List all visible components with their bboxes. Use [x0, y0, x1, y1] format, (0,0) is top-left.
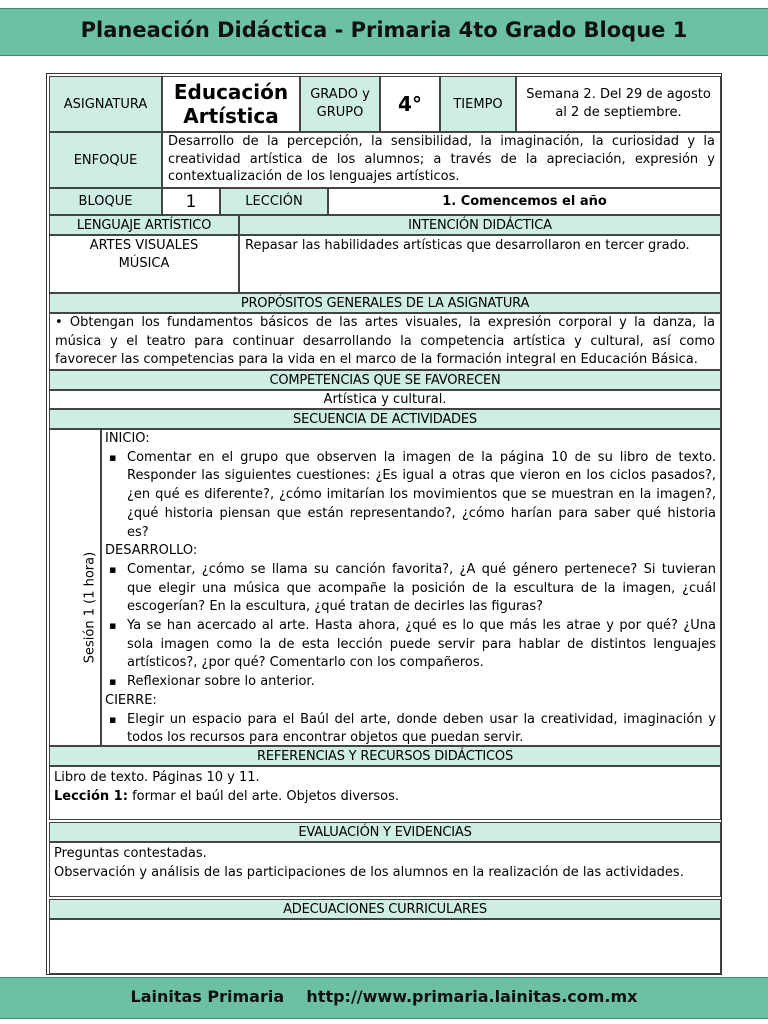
- enfoque-label: ENFOQUE: [49, 132, 162, 188]
- session-cell: [49, 429, 101, 746]
- competencias-header: COMPETENCIAS QUE SE FAVORECEN: [49, 370, 721, 390]
- evaluacion-line: Preguntas contestadas.: [54, 846, 207, 861]
- footer-text: Lainitas Primaria http://www.primaria.lainitas.com.mx: [130, 987, 638, 1006]
- lesson-plan-table: [46, 73, 722, 975]
- lenguaje-header: LENGUAJE ARTÍSTICO: [49, 215, 239, 235]
- cierre-label: CIERRE:: [105, 692, 157, 708]
- secuencia-header: SECUENCIA DE ACTIVIDADES: [49, 409, 721, 429]
- evaluacion-line: Observación y análisis de las participaciones de los alumnos en la realización de las actividades.: [54, 865, 684, 880]
- referencias-line-bold: Lección 1:: [54, 789, 128, 804]
- list-item: ▪ Reflexionar sobre lo anterior.: [105, 673, 716, 692]
- desarrollo-label: DESARROLLO:: [105, 543, 198, 559]
- footer-banner: [0, 977, 768, 1019]
- tiempo-label: TIEMPO: [440, 76, 516, 132]
- inicio-label: INICIO:: [105, 431, 150, 446]
- bloque-label: BLOQUE: [49, 188, 162, 215]
- lenguaje-list: [49, 235, 239, 293]
- bloque-value: 1: [162, 188, 220, 215]
- page-title: Planeación Didáctica - Primaria 4to Grado Bloque 1: [80, 18, 688, 42]
- grado-label: GRADO y GRUPO: [300, 76, 380, 132]
- lenguaje-item: ARTES VISUALES: [89, 238, 199, 253]
- cierre-list: [105, 711, 716, 748]
- activities: [101, 429, 721, 746]
- referencias-line: [54, 787, 716, 806]
- inicio-list: [105, 449, 716, 543]
- intencion-value: Repasar las habilidades artísticas que desarrollaron en tercer grado.: [239, 235, 721, 293]
- list-item: ▪ Elegir un espacio para el Baúl del arte, donde deben usar la creatividad, imaginación y todos los recursos para encontrar objetos que puedan servir.: [105, 711, 716, 748]
- referencias-line-rest: formar el baúl del arte. Objetos diversos.: [127, 789, 400, 804]
- title-banner: [0, 8, 768, 56]
- propositos-header: PROPÓSITOS GENERALES DE LA ASIGNATURA: [49, 293, 721, 313]
- adecuaciones-content: [49, 919, 721, 974]
- evaluacion-header: EVALUACIÓN Y EVIDENCIAS: [49, 822, 721, 842]
- leccion-value: 1. Comencemos el año: [328, 188, 721, 215]
- list-item: ▪ Comentar en el grupo que observen la imagen de la página 10 de su libro de texto. Responder las siguientes cuestiones: ¿Es igual a otras que vieron en los ciclos pasados?, ¿en qué es diferente?, ¿cómo imitarían los movimientos que se muestran en la imagen?, ¿qué historia piensan que están representando?, ¿cómo harían para saber qué historia es?: [105, 449, 716, 543]
- desarrollo-list: [105, 561, 716, 692]
- propositos-text: • Obtengan los fundamentos básicos de las artes visuales, la expresión corporal y la danza, la música y el teatro para continuar desarrollando la competencia artística y cultural, así como favorecer las competencias para la vida en el marco de la formación integral en Educación Básica.: [49, 313, 721, 370]
- list-item: ▪ Comentar, ¿cómo se llama su canción favorita?, ¿A qué género pertenece? Si tuvieran que elegir una música que acompañe la posición de la escultura de la imagen, ¿cuál escogerían? En la escultura, ¿qué tratan de decirles las figuras?: [105, 561, 716, 617]
- evaluacion-content: [49, 842, 721, 897]
- competencias-text: Artística y cultural.: [49, 390, 721, 409]
- tiempo-value: Semana 2. Del 29 de agosto al 2 de septiembre.: [516, 76, 721, 132]
- referencias-header: REFERENCIAS Y RECURSOS DIDÁCTICOS: [49, 746, 721, 766]
- enfoque-value: Desarrollo de la percepción, la sensibilidad, la imaginación, la curiosidad y la creatividad artística de los alumnos; a través de la apreciación, expresión y contextualización de los lenguajes artísticos.: [162, 132, 721, 188]
- asignatura-value: Educación Artística: [162, 76, 300, 132]
- referencias-content: [49, 766, 721, 820]
- asignatura-label: ASIGNATURA: [49, 76, 162, 132]
- session-label: Sesión 1 (1 hora): [82, 551, 98, 664]
- grado-value: 4°: [380, 76, 440, 132]
- intencion-header: INTENCIÓN DIDÁCTICA: [239, 215, 721, 235]
- referencias-line: Libro de texto. Páginas 10 y 11.: [54, 770, 260, 785]
- lenguaje-item: MÚSICA: [118, 256, 170, 271]
- list-item: ▪ Ya se han acercado al arte. Hasta ahora, ¿qué es lo que más les atrae y por qué? ¿Una sola imagen como la de esta lección puede servir para hablar de distintos lenguajes artísticos?, ¿por qué? Comentarlo con los compañeros.: [105, 617, 716, 673]
- leccion-label: LECCIÓN: [220, 188, 328, 215]
- adecuaciones-header: ADECUACIONES CURRICULARES: [49, 899, 721, 919]
